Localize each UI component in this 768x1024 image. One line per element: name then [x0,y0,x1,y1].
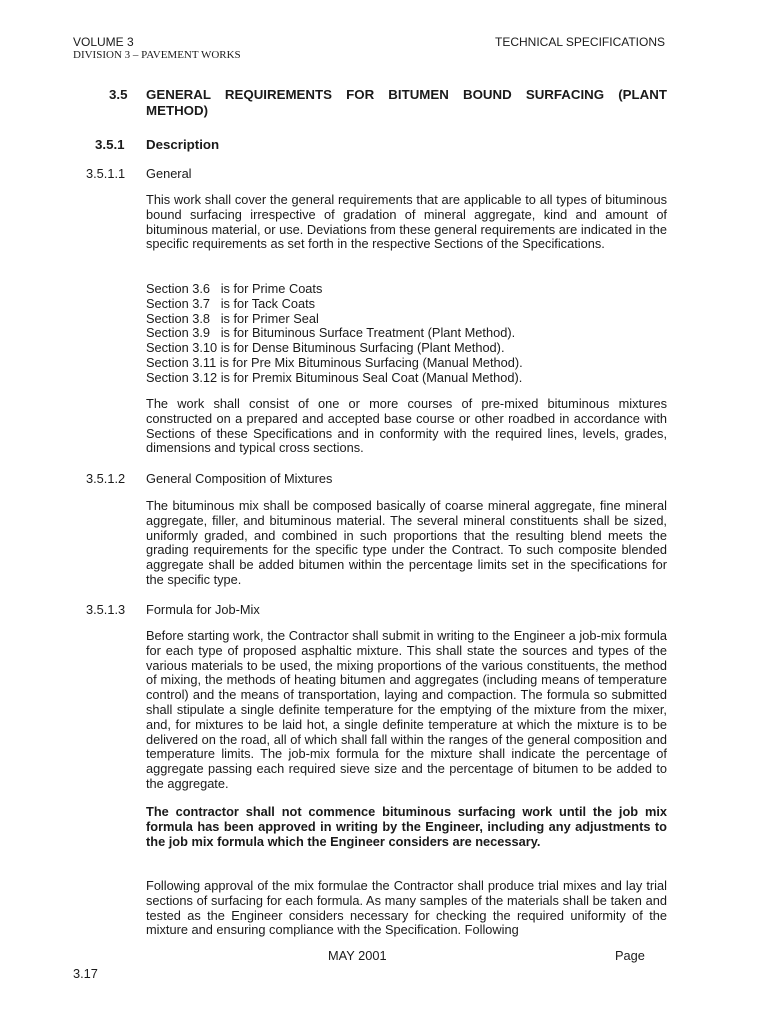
list-item: Section 3.9 is for Bituminous Surface Treatment (Plant Method). [146,325,516,341]
list-item: Section 3.11 is for Pre Mix Bituminous Surfacing (Manual Method). [146,354,523,370]
s3-title: Formula for Job-Mix [146,602,260,617]
footer-page-label: Page [615,948,645,963]
section-number: 3.5 [109,87,128,102]
list-item: Section 3.7 is for Tack Coats [146,295,316,311]
s3-paragraph-bold: The contractor shall not commence bituminous surfacing work until the job mix formula has been approved in writing by the Engineer, including any adjustments to the job mix formula which the Engineer considers are necessary. [146,804,667,849]
list-item: Section 3.12 is for Premix Bituminous Seal Coat (Manual Method). [146,369,523,385]
subsection-number: 3.5.1 [95,137,125,152]
footer-page-number: 3.17 [73,966,98,981]
s1-paragraph-2: The work shall consist of one or more courses of pre-mixed bituminous mixtures constructed on a prepared and accepted base course or other roadbed in accordance with Sections of these Specifications and in conformity with the required lines, levels, grades, dimensions and typical cross sections. [146,396,667,456]
footer-date: MAY 2001 [328,948,387,963]
s1-title: General [146,166,192,181]
header-volume: VOLUME 3 [73,35,134,49]
section-title-line2: METHOD) [146,103,209,118]
s1-paragraph-1: This work shall cover the general requirements that are applicable to all types of bituminous bound surfacing irrespective of gradation of mineral aggregate, kind and amount of bituminous material, or use. Deviations from these general requirements are indicated in the specific requirements as set forth in the respective Sections of the Specifications. [146,192,667,252]
s3-paragraph-1: Before starting work, the Contractor shall submit in writing to the Engineer a job-mix formula for each type of proposed asphaltic mixture. This shall state the sources and types of the various materials to be used, the mixing proportions of the various constituents, the method of mixing, the methods of heating bitumen and aggregates (including means of temperature control) and the means of transportation, laying and compaction. The formula so submitted shall stipulate a single definite temperature for the emptying of the mixture from the mixer, and, for mixtures to be laid hot, a single definite temperature at which the mixture is to be delivered on the road, all of which shall fall within the ranges of the general composition and temperature limits. The job-mix formula for the mixture shall indicate the percentage of aggregate passing each required sieve size and the percentage of bitumen to be added to the aggregate. [146,628,667,791]
header-right-title: TECHNICAL SPECIFICATIONS [495,35,666,49]
list-item: Section 3.8 is for Primer Seal [146,310,319,326]
s1-number: 3.5.1.1 [86,166,126,181]
s3-number: 3.5.1.3 [86,602,126,617]
list-item: Section 3.10 is for Dense Bituminous Surfacing (Plant Method). [146,340,505,356]
s2-title: General Composition of Mixtures [146,471,333,486]
s2-number: 3.5.1.2 [86,471,126,486]
subsection-title: Description [146,137,220,152]
list-item: Section 3.6 is for Prime Coats [146,281,323,296]
header-division: DIVISION 3 – PAVEMENT WORKS [73,49,241,61]
s3-paragraph-3: Following approval of the mix formulae the Contractor shall produce trial mixes and lay trial sections of surfacing for each formula. As many samples of the materials shall be taken and tested as the Engineer considers necessary for checking the required uniformity of the mixture and ensuring compliance with the Specification. Following [146,878,667,938]
section-list [146,282,523,386]
s2-paragraph: The bituminous mix shall be composed basically of coarse mineral aggregate, fine mineral aggregate, filler, and bituminous material. The several mineral constituents shall be sized, uniformly graded, and combined in such proportions that the resulting blend meets the grading requirements for the specific type under the Contract. To such composite blended aggregate shall be added bitumen within the percentage limits set in the specifications for the specific type. [146,498,667,587]
section-title-line1: GENERAL REQUIREMENTS FOR BITUMEN BOUND SURFACING (PLANT [146,87,667,102]
